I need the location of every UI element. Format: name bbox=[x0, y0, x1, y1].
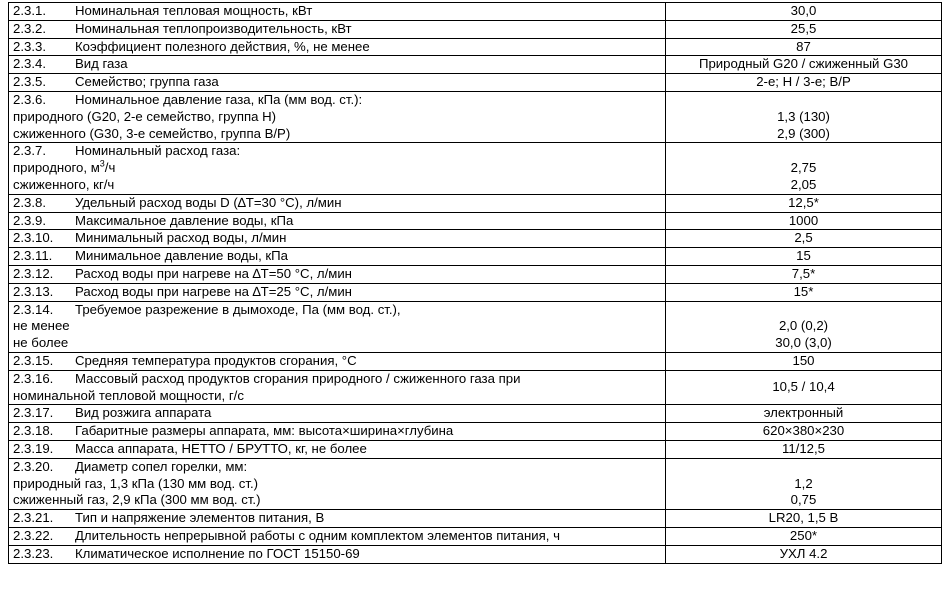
param-line bbox=[13, 405, 661, 422]
sub-value: 0,75 bbox=[790, 492, 817, 508]
param-label: Тип и напряжение элементов питания, В bbox=[75, 510, 325, 526]
spec-row bbox=[9, 74, 942, 92]
sub-param-line bbox=[13, 126, 661, 143]
spec-row bbox=[9, 248, 942, 266]
sub-value: 2,75 bbox=[790, 160, 817, 176]
value-cell bbox=[666, 230, 942, 248]
sub-param-line bbox=[13, 109, 661, 126]
param-cell bbox=[9, 423, 666, 441]
spec-row bbox=[9, 352, 942, 370]
sub-value: 2,0 (0,2) bbox=[778, 318, 829, 334]
spec-row bbox=[9, 20, 942, 38]
spec-row bbox=[9, 405, 942, 423]
param-line bbox=[13, 423, 661, 440]
value-cell bbox=[666, 527, 942, 545]
value-spacer bbox=[670, 143, 937, 160]
param-cell bbox=[9, 440, 666, 458]
value-cell bbox=[666, 74, 942, 92]
param-number: 2.3.6. bbox=[13, 91, 46, 107]
param-label: Семейство; группа газа bbox=[75, 74, 219, 90]
spec-row bbox=[9, 423, 942, 441]
param-value: УХЛ 4.2 bbox=[779, 545, 828, 561]
param-line bbox=[13, 546, 661, 563]
param-value: 1000 bbox=[788, 212, 819, 228]
param-cell bbox=[9, 56, 666, 74]
param-value: 7,5* bbox=[791, 265, 816, 281]
param-label: Массовый расход продуктов сгорания природного / сжиженного газа при bbox=[75, 370, 521, 386]
param-number: 2.3.17. bbox=[13, 405, 54, 421]
param-value: 11/12,5 bbox=[781, 440, 826, 456]
sub-param-label: природного (G20, 2-е семейство, группа H) bbox=[13, 108, 277, 124]
param-cell bbox=[9, 38, 666, 56]
param-cell bbox=[9, 283, 666, 301]
param-cell bbox=[9, 458, 666, 509]
sub-param-label-suffix: /ч bbox=[104, 160, 116, 176]
param-value: 150 bbox=[792, 352, 815, 368]
value-cell bbox=[666, 405, 942, 423]
param-number: 2.3.23. bbox=[13, 545, 54, 561]
spec-row bbox=[9, 283, 942, 301]
value-cell bbox=[666, 283, 942, 301]
param-line bbox=[13, 266, 661, 283]
sub-param-label: природного, м bbox=[13, 160, 100, 176]
param-cell bbox=[9, 510, 666, 528]
param-number: 2.3.3. bbox=[13, 38, 46, 54]
param-cell bbox=[9, 301, 666, 352]
spec-row bbox=[9, 3, 942, 21]
param-line bbox=[13, 21, 661, 38]
superscript: 3 bbox=[99, 160, 105, 169]
param-line bbox=[13, 528, 661, 545]
param-number: 2.3.9. bbox=[13, 212, 46, 228]
param-line bbox=[13, 284, 661, 301]
sub-value: 1,2 bbox=[794, 475, 813, 491]
param-label: Длительность непрерывной работы с одним комплектом элементов питания, ч bbox=[75, 527, 560, 543]
value-cell bbox=[666, 510, 942, 528]
param-number: 2.3.10. bbox=[13, 230, 54, 246]
param-number: 2.3.2. bbox=[13, 20, 46, 36]
spec-table bbox=[8, 2, 942, 564]
param-cell bbox=[9, 20, 666, 38]
param-number: 2.3.12. bbox=[13, 265, 54, 281]
spec-row bbox=[9, 510, 942, 528]
sub-param-label: не менее bbox=[13, 318, 70, 334]
param-number: 2.3.8. bbox=[13, 194, 46, 210]
param-cell bbox=[9, 143, 666, 194]
param-number: 2.3.21. bbox=[13, 510, 54, 526]
value-cell bbox=[666, 440, 942, 458]
spec-row bbox=[9, 194, 942, 212]
param-value: электронный bbox=[763, 405, 844, 421]
param-line bbox=[13, 74, 661, 91]
param-line bbox=[13, 56, 661, 73]
sub-value: 2,9 (300) bbox=[777, 125, 830, 141]
param-label: Расход воды при нагреве на ∆T=50 °C, л/мин bbox=[75, 265, 352, 281]
spec-row bbox=[9, 545, 942, 563]
param-number: 2.3.16. bbox=[13, 370, 54, 386]
value-spacer bbox=[670, 302, 937, 319]
value-cell bbox=[666, 56, 942, 74]
sub-param-line bbox=[13, 160, 661, 177]
param-value: 10,5 / 10,4 bbox=[772, 379, 835, 395]
spec-row bbox=[9, 143, 942, 194]
param-value: 30,0 bbox=[790, 3, 817, 18]
param-number: 2.3.4. bbox=[13, 56, 46, 72]
param-line bbox=[13, 353, 661, 370]
sub-param-line bbox=[13, 335, 661, 352]
param-value: 2-е; H / 3-е; B/P bbox=[756, 74, 851, 90]
param-cell bbox=[9, 212, 666, 230]
value-cell bbox=[666, 423, 942, 441]
param-label: Минимальный расход воды, л/мин bbox=[75, 230, 287, 246]
spec-row bbox=[9, 265, 942, 283]
value-cell bbox=[666, 38, 942, 56]
param-value: 15* bbox=[793, 283, 814, 299]
param-line bbox=[13, 510, 661, 527]
param-number: 2.3.15. bbox=[13, 352, 54, 368]
sub-value: 30,0 (3,0) bbox=[775, 335, 832, 351]
param-label: Габаритные размеры аппарата, мм: высота×ширина×глубина bbox=[75, 423, 454, 439]
param-value: Природный G20 / сжиженный G30 bbox=[698, 56, 909, 72]
param-line bbox=[13, 441, 661, 458]
value-cell bbox=[666, 3, 942, 21]
param-number: 2.3.1. bbox=[13, 3, 46, 18]
param-number: 2.3.22. bbox=[13, 527, 54, 543]
param-line bbox=[13, 248, 661, 265]
sub-param-label: сжиженный газ, 2,9 кПа (300 мм вод. ст.) bbox=[13, 492, 261, 508]
param-value: 12,5* bbox=[788, 194, 819, 210]
value-cell bbox=[666, 545, 942, 563]
param-number: 2.3.13. bbox=[13, 283, 54, 299]
spec-row bbox=[9, 440, 942, 458]
sub-value: 1,3 (130) bbox=[777, 108, 830, 124]
param-cell bbox=[9, 265, 666, 283]
param-cell bbox=[9, 91, 666, 142]
param-label: Вид газа bbox=[75, 56, 128, 72]
value-cell bbox=[666, 352, 942, 370]
param-value: 2,5 bbox=[794, 230, 813, 246]
param-line bbox=[13, 213, 661, 230]
sub-param-line bbox=[13, 476, 661, 493]
param-label: Минимальное давление воды, кПа bbox=[75, 248, 288, 264]
value-cell bbox=[666, 248, 942, 266]
param-label: Максимальное давление воды, кПа bbox=[75, 212, 294, 228]
value-cell bbox=[666, 143, 942, 194]
param-cell bbox=[9, 248, 666, 266]
value-cell bbox=[666, 458, 942, 509]
param-cell bbox=[9, 74, 666, 92]
param-cell bbox=[9, 194, 666, 212]
param-line bbox=[13, 143, 661, 160]
param-number: 2.3.18. bbox=[13, 423, 54, 439]
spec-row bbox=[9, 527, 942, 545]
spec-row bbox=[9, 38, 942, 56]
param-label: Диаметр сопел горелки, мм: bbox=[75, 458, 248, 474]
param-cell bbox=[9, 527, 666, 545]
param-line bbox=[13, 195, 661, 212]
param-label-continued: номинальной тепловой мощности, г/с bbox=[13, 387, 244, 403]
param-label: Удельный расход воды D (∆T=30 °C), л/мин bbox=[75, 194, 342, 210]
param-cell bbox=[9, 230, 666, 248]
spec-row bbox=[9, 301, 942, 352]
param-value: 250* bbox=[789, 527, 818, 543]
param-label: Коэффициент полезного действия, %, не менее bbox=[75, 38, 370, 54]
value-cell bbox=[666, 265, 942, 283]
param-label: Номинальная теплопроизводительность, кВт bbox=[75, 20, 352, 36]
param-value: LR20, 1,5 В bbox=[768, 510, 839, 526]
param-label: Масса аппарата, НЕТТО / БРУТТО, кг, не более bbox=[75, 440, 367, 456]
param-label: Требуемое разрежение в дымоходе, Па (мм вод. ст.), bbox=[75, 301, 401, 317]
param-number: 2.3.11. bbox=[13, 248, 53, 264]
param-line bbox=[13, 302, 661, 319]
param-line bbox=[13, 39, 661, 56]
param-value: 620×380×230 bbox=[762, 423, 845, 439]
param-number: 2.3.5. bbox=[13, 74, 46, 90]
param-label: Вид розжига аппарата bbox=[75, 405, 212, 421]
param-line bbox=[13, 371, 661, 388]
sub-param-label: сжиженного (G30, 3-е семейство, группа B/P) bbox=[13, 125, 291, 141]
sub-value: 2,05 bbox=[790, 176, 817, 192]
value-cell bbox=[666, 212, 942, 230]
value-cell bbox=[666, 301, 942, 352]
param-number: 2.3.7. bbox=[13, 143, 46, 159]
spec-row bbox=[9, 458, 942, 509]
param-line bbox=[13, 459, 661, 476]
param-cell bbox=[9, 370, 666, 405]
sub-param-line bbox=[13, 318, 661, 335]
param-cell bbox=[9, 545, 666, 563]
value-cell bbox=[666, 194, 942, 212]
param-line bbox=[13, 3, 661, 20]
spec-row bbox=[9, 230, 942, 248]
sub-param-label: сжиженного, кг/ч bbox=[13, 176, 115, 192]
value-spacer bbox=[670, 459, 937, 476]
param-line bbox=[13, 92, 661, 109]
param-line bbox=[13, 230, 661, 247]
param-value: 25,5 bbox=[790, 20, 817, 36]
param-label: Номинальное давление газа, кПа (мм вод. ст.): bbox=[75, 91, 363, 107]
value-cell bbox=[666, 20, 942, 38]
param-cell bbox=[9, 405, 666, 423]
param-number: 2.3.19. bbox=[13, 440, 54, 456]
sub-param-line bbox=[13, 492, 661, 509]
param-label: Номинальная тепловая мощность, кВт bbox=[75, 3, 313, 18]
param-number: 2.3.14. bbox=[13, 301, 54, 317]
sub-param-label: природный газ, 1,3 кПа (130 мм вод. ст.) bbox=[13, 475, 259, 491]
param-label: Средняя температура продуктов сгорания, °C bbox=[75, 352, 357, 368]
value-cell bbox=[666, 91, 942, 142]
sub-param-line bbox=[13, 177, 661, 194]
param-value: 87 bbox=[796, 38, 811, 54]
value-spacer bbox=[670, 92, 937, 109]
spec-row bbox=[9, 370, 942, 405]
param-number: 2.3.20. bbox=[13, 458, 54, 474]
spec-row bbox=[9, 212, 942, 230]
param-value: 15 bbox=[796, 248, 811, 264]
param-label: Климатическое исполнение по ГОСТ 15150-69 bbox=[75, 545, 360, 561]
spec-table-body bbox=[9, 3, 942, 564]
spec-row bbox=[9, 56, 942, 74]
param-cell bbox=[9, 352, 666, 370]
param-label: Номинальный расход газа: bbox=[75, 143, 241, 159]
param-cell bbox=[9, 3, 666, 21]
param-label: Расход воды при нагреве на ∆T=25 °C, л/мин bbox=[75, 283, 352, 299]
value-cell bbox=[666, 370, 942, 405]
sub-param-label: не более bbox=[13, 335, 69, 351]
spec-row bbox=[9, 91, 942, 142]
